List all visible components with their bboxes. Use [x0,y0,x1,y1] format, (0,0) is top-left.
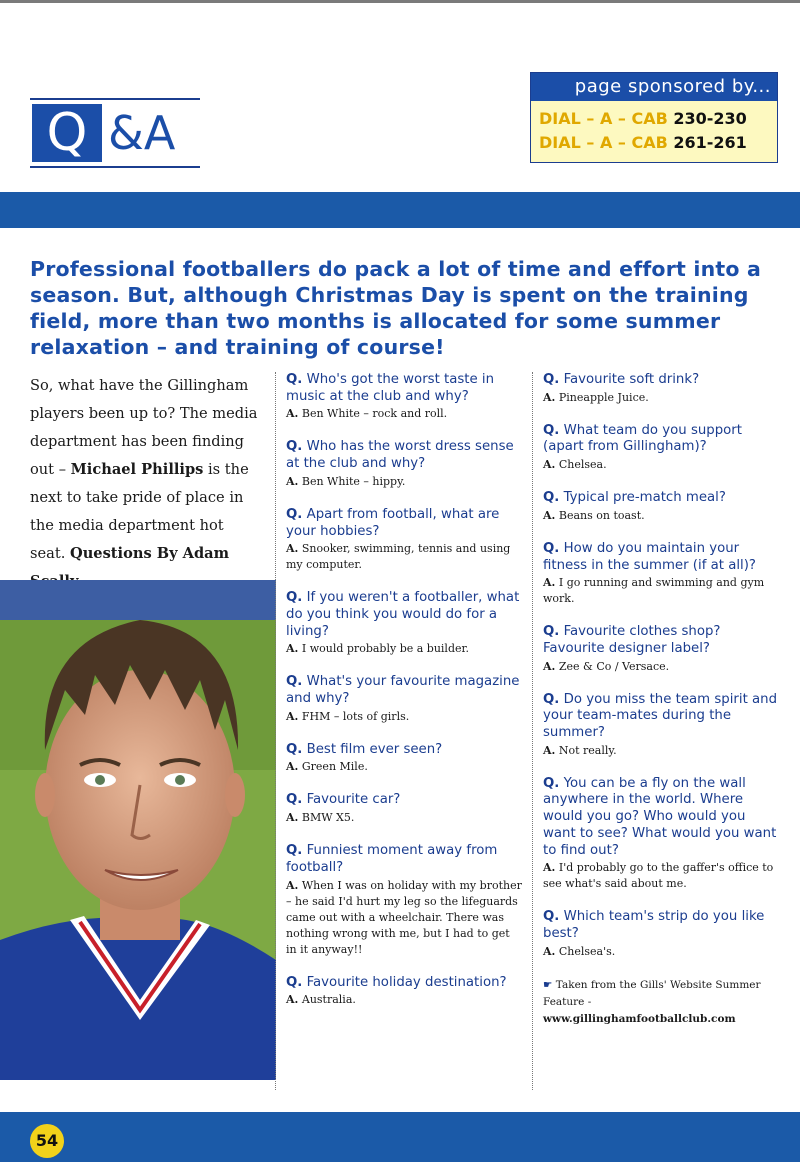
qa-item [543,541,781,607]
question-text: Best film ever seen? [306,741,443,757]
qa-item [543,372,781,406]
answer-text: I go running and swimming and gym work. [543,576,765,606]
a-label: A. [543,944,556,958]
qa-item [286,975,522,1009]
answer [286,474,522,490]
question [543,776,781,860]
question [286,372,522,405]
answer [543,390,781,406]
q-label: Q. [543,422,560,438]
logo-ampersand-a: &A [108,106,176,160]
qa-item [286,792,522,826]
question [543,372,781,389]
q-label: Q. [543,540,560,556]
sponsor-box [530,72,778,163]
footer-band [0,1112,800,1162]
a-label: A. [286,811,299,825]
q-label: Q. [286,506,303,522]
answer [543,575,781,607]
a-label: A. [286,642,299,656]
question [286,792,522,809]
answer-text: When I was on holiday with my brother – he said I'd hurt my leg so the lifeguards came out with a wheelchair. There was nothing wrong with me, but I had to get in it anyway!! [286,878,522,956]
question-text: Who has the worst dress sense at the club and why? [286,439,514,472]
question [543,423,781,456]
sponsor-line-2 [539,131,777,155]
q-label: Q. [543,909,560,925]
answer-text: Australia. [301,993,356,1007]
question-text: Favourite soft drink? [563,372,700,387]
answer-text: BMW X5. [301,811,355,825]
question [543,490,781,507]
question-text: Typical pre-match meal? [563,490,726,506]
answer [286,406,522,422]
a-label: A. [543,390,556,404]
answer [543,944,781,960]
answer-text: Chelsea's. [558,944,616,958]
sponsor-number: 261-261 [673,133,747,152]
question [543,692,781,742]
answer [543,743,781,759]
question-text: You can be a fly on the wall anywhere in the world. Where would you go? Who would you want to see? What would you want to find out? [543,775,777,858]
question-text: How do you maintain your fitness in the summer (if at all)? [543,540,756,573]
page-number-badge: 54 [30,1124,64,1158]
a-label: A. [543,458,556,472]
qa-item [286,674,522,724]
question [286,507,522,540]
sponsor-brand: DIAL – A – CAB [539,109,668,128]
q-label: Q. [543,490,560,506]
qa-item [543,624,781,674]
answer-text: Ben White – hippy. [301,474,406,488]
answer [543,860,781,892]
q-label: Q. [286,741,303,757]
qa-item [543,692,781,759]
answer [286,759,522,775]
q-label: Q. [543,691,560,707]
qa-item [286,742,522,776]
qa-item [286,507,522,573]
answer-text: Zee & Co / Versace. [558,659,670,673]
q-label: Q. [286,792,303,808]
qa-item [543,909,781,959]
q-label: Q. [543,624,560,640]
q-label: Q. [543,372,560,387]
answer [286,992,522,1008]
qa-item [286,372,522,422]
a-label: A. [286,709,299,723]
a-label: A. [543,659,556,673]
answer-text: Ben White – rock and roll. [301,407,448,421]
question [286,439,522,472]
column-divider-1 [275,372,276,1090]
q-label: Q. [286,843,303,859]
answer-text: I would probably be a builder. [301,642,470,656]
top-rule [0,0,800,3]
answer-text: Chelsea. [558,458,607,472]
lead-paragraph [30,372,260,596]
q-label: Q. [286,439,303,455]
question-text: What's your favourite magazine and why? [286,674,520,707]
answer [543,457,781,473]
qa-column-1 [286,372,522,1025]
qa-item [543,776,781,893]
question [286,843,522,876]
question-text: Who's got the worst taste in music at the club and why? [286,372,495,404]
logo-q-box: Q [32,104,102,162]
source-footnote [543,977,781,1028]
sponsor-number: 230-230 [673,109,747,128]
q-label: Q. [286,974,303,990]
player-name: Michael Phillips [70,461,204,478]
credit-line: Questions By Adam [69,545,230,562]
q-label: Q. [286,674,303,690]
a-label: A. [286,878,299,892]
answer [286,541,522,573]
a-label: A. [286,474,299,488]
answer-text: Not really. [558,743,617,757]
qa-item [543,490,781,524]
question-text: Apart from football, what are your hobbies? [286,506,500,539]
question-text: Do you miss the team spirit and your team-mates during the summer? [543,691,778,741]
website-link[interactable]: www.gillinghamfootballclub.com [543,1012,736,1025]
question [286,742,522,759]
answer-text: Pineapple Juice. [558,390,649,404]
header-band [0,192,800,228]
question-text: Funniest moment away from football? [286,843,498,875]
question-text: Favourite clothes shop? Favourite designer label? [543,624,721,656]
qa-column-2 [543,372,781,1028]
lead-text-2: is the next to take pride of place in the media department hot seat. [30,461,249,562]
footnote-text: Taken from the Gills' Website Summer Feature - [543,978,761,1008]
question-text: If you weren't a footballer, what do you think you would do for a living? [286,590,520,639]
question [543,541,781,574]
answer-text: Snooker, swimming, tennis and using my computer. [286,542,511,572]
a-label: A. [286,542,299,556]
a-label: A. [543,508,556,522]
qa-item [286,843,522,957]
q-label: Q. [286,590,303,606]
a-label: A. [286,760,299,774]
player-portrait-image [0,580,276,1080]
sponsor-body [531,101,777,162]
question [286,590,522,640]
sponsor-brand: DIAL – A – CAB [539,133,668,152]
a-label: A. [543,576,556,590]
a-label: A. [543,743,556,757]
sponsor-heading: page sponsored by... [531,73,777,101]
a-label: A. [543,861,556,875]
logo-rule-top [30,98,200,100]
question [286,975,522,992]
question [543,909,781,942]
a-label: A. [286,407,299,421]
player-photo [0,580,276,1080]
a-label: A. [286,993,299,1007]
q-label: Q. [543,775,560,791]
qa-item [543,423,781,473]
logo-rule-bottom [30,166,200,168]
lead-text-1: So, what have the Gillingham players been up to? The media department has been finding out – [30,377,258,478]
qa-item [286,439,522,489]
question-text: Favourite car? [306,792,401,808]
answer [543,659,781,675]
answer-text: Green Mile. [301,760,368,774]
qa-item [286,590,522,657]
answer-text: Beans on toast. [558,508,645,522]
answer [286,810,522,826]
answer [286,878,522,958]
question-text: Which team's strip do you like best? [543,909,765,941]
answer [543,508,781,524]
qa-logo [30,98,200,168]
intro-standfirst: Professional footballers do pack a lot of time and effort into a season. But, although Christmas Day is spent on the training field, more than two months is allocated for some summer relaxation – and training of course! [30,257,762,359]
question [286,674,522,707]
question-text: What team do you support (apart from Gillingham)? [543,422,742,455]
answer-text: FHM – lots of girls. [301,709,410,723]
answer-text: I'd probably go to the gaffer's office to see what's said about me. [543,861,774,891]
answer [286,641,522,657]
question [543,624,781,657]
column-divider-2 [532,372,533,1090]
pointing-hand-icon: ☛ [543,978,553,991]
q-label: Q. [286,372,303,387]
answer [286,709,522,725]
sponsor-line-1 [539,107,777,131]
question-text: Favourite holiday destination? [306,974,507,990]
